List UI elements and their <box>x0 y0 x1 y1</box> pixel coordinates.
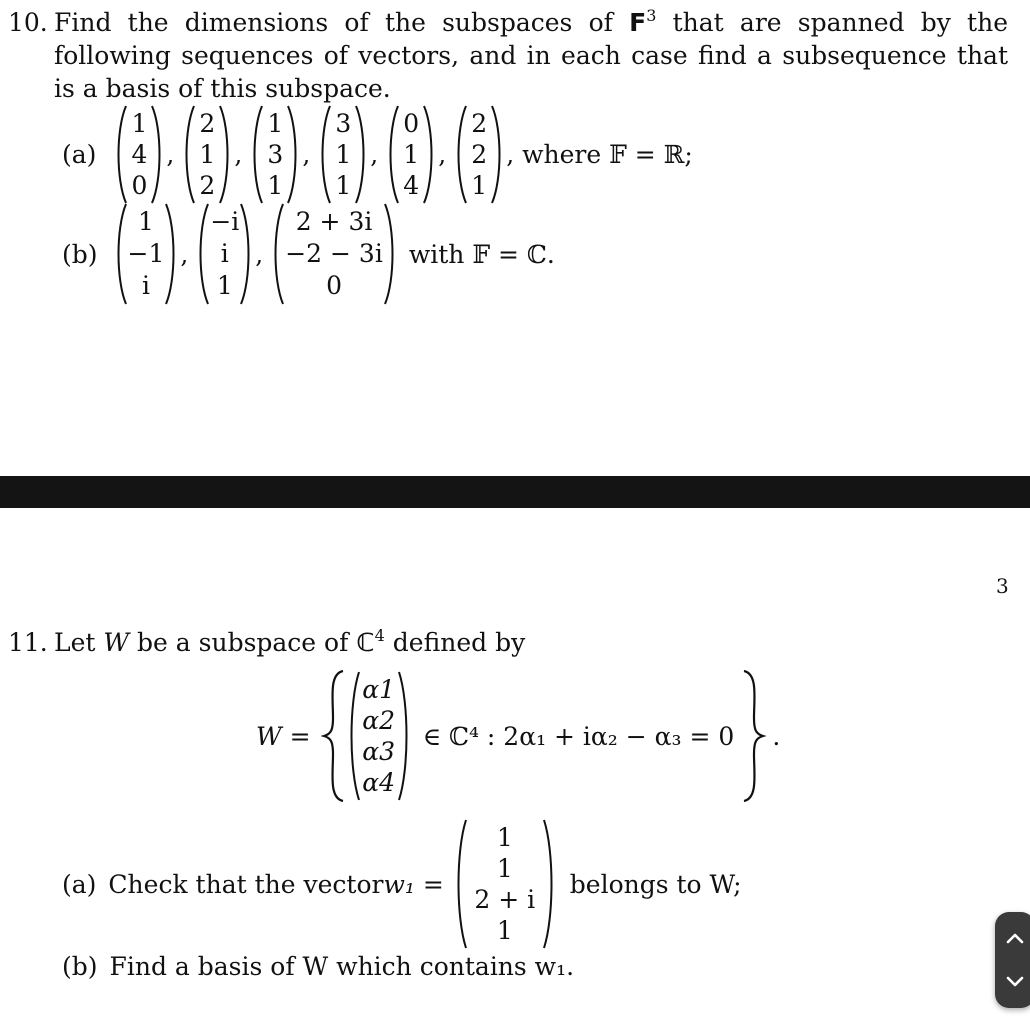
vector-entries <box>332 104 354 205</box>
column-vector <box>273 202 395 306</box>
right-paren <box>239 202 251 306</box>
right-paren <box>150 104 162 205</box>
vector-entries <box>285 202 383 306</box>
vector-entry: 1 <box>267 170 284 200</box>
part-label: (a) <box>62 869 97 899</box>
comma: , <box>255 239 264 269</box>
vector-entry: 1 <box>496 854 513 883</box>
vector-entry: 1 <box>471 170 488 200</box>
column-vector <box>320 104 366 205</box>
comma: , <box>302 139 311 169</box>
vector-entry: 2 <box>199 108 216 138</box>
vector-list-a <box>114 104 504 205</box>
right-paren <box>286 104 298 205</box>
right-paren <box>218 104 230 205</box>
problem-statement: Find the dimensions of the subspaces of $F^3$ that are spanned by the following sequences of vectors, and in each case find a subsequence that is a basis of this subspace. <box>54 6 1008 103</box>
left-paren <box>273 202 285 306</box>
problem-number: 10. <box>8 8 48 37</box>
vector-entries <box>128 202 165 306</box>
part-label: (b) <box>62 951 98 981</box>
vector-entries <box>361 670 397 802</box>
right-paren <box>354 104 366 205</box>
vector-entry: i <box>220 239 229 268</box>
vector-entries <box>128 104 150 205</box>
right-paren <box>164 202 176 306</box>
problem-11-part-b: (b) Find a basis of W which contains w₁. <box>62 951 575 981</box>
vector-entry: 2 + 3i <box>295 207 373 236</box>
problem-10-part-b <box>62 202 555 306</box>
vector-entry: 3 <box>335 108 352 138</box>
vector-entry: 1 <box>335 170 352 200</box>
right-paren <box>422 104 434 205</box>
comma: , <box>180 239 189 269</box>
vector-entry: 2 <box>471 139 488 169</box>
left-paren <box>456 818 468 950</box>
field-symbol: F <box>629 8 647 37</box>
column-vector <box>456 104 502 205</box>
vector-entries <box>264 104 286 205</box>
left-paren <box>116 202 128 306</box>
right-paren <box>542 818 554 950</box>
vector-list-b <box>114 202 397 306</box>
vector-entry: α4 <box>362 768 395 797</box>
problem-11-part-a: (a) Check that the vector w₁ = 1 1 2 + i 1 belongs to W; <box>62 816 742 952</box>
part-label: (a) <box>62 139 97 169</box>
vector-entry: 2 <box>471 108 488 138</box>
vector-entry: α3 <box>362 737 395 766</box>
vector-entry: 1 <box>199 139 216 169</box>
vector-entry: 4 <box>131 139 148 169</box>
vector-entry: 1 <box>403 139 420 169</box>
left-paren <box>198 202 210 306</box>
alpha-vector <box>349 670 409 802</box>
column-vector <box>116 202 177 306</box>
part-a-suffix: , where 𝔽 = ℝ; <box>506 139 693 169</box>
vector-entry: i <box>141 271 150 300</box>
vector-entries <box>196 104 218 205</box>
vector-entry: 0 <box>403 108 420 138</box>
vector-entries <box>400 104 422 205</box>
comma: , <box>234 139 243 169</box>
vector-entry: −1 <box>127 239 165 268</box>
chevron-up-icon <box>1006 932 1024 944</box>
left-paren <box>184 104 196 205</box>
vector-entries <box>468 104 490 205</box>
vector-entry: 1 <box>496 823 513 852</box>
set-condition: ∈ ℂ⁴ : 2α₁ + iα₂ − α₃ = 0 <box>422 721 735 751</box>
comma: , <box>438 139 447 169</box>
column-vector <box>388 104 434 205</box>
vector-entry: 4 <box>403 170 420 200</box>
column-vector <box>116 104 162 205</box>
page-top <box>0 0 1030 476</box>
right-paren <box>490 104 502 205</box>
page-down-button[interactable] <box>995 958 1030 1006</box>
left-paren <box>252 104 264 205</box>
column-vector <box>252 104 298 205</box>
vector-entry: 3 <box>267 139 284 169</box>
comma: , <box>166 139 175 169</box>
page-number: 3 <box>996 574 1009 598</box>
vector-entry: −i <box>210 207 240 236</box>
chevron-down-icon <box>1006 976 1024 988</box>
page-up-button[interactable] <box>995 914 1030 962</box>
problem-statement: Let W be a subspace of ℂ$^4$ defined by <box>54 626 526 657</box>
left-paren <box>456 104 468 205</box>
set-end: . <box>772 721 781 751</box>
vector-entry: 0 <box>326 271 342 300</box>
vector-entry: 0 <box>131 170 148 200</box>
vector-entry: 1 <box>216 271 233 300</box>
vector-entries <box>468 818 542 950</box>
set-lhs: W = <box>256 721 311 751</box>
set-definition <box>256 668 780 804</box>
page-separator <box>0 476 1030 508</box>
vector-entry: α2 <box>362 706 395 735</box>
right-paren <box>383 202 395 306</box>
vector-entry: α1 <box>362 675 395 704</box>
page-nav-control <box>995 912 1030 1008</box>
vector-entry: 1 <box>496 916 513 945</box>
vector-entry: 1 <box>335 139 352 169</box>
left-paren <box>116 104 128 205</box>
left-brace <box>321 668 347 804</box>
right-brace <box>740 668 766 804</box>
column-vector <box>198 202 251 306</box>
problem-number: 11. <box>8 628 48 657</box>
w1-vector <box>456 818 554 950</box>
column-vector <box>184 104 230 205</box>
left-paren <box>388 104 400 205</box>
vector-entries <box>210 202 239 306</box>
problem-10-part-a <box>62 102 693 206</box>
vector-entry: 2 <box>199 170 216 200</box>
vector-entry: 1 <box>137 207 154 236</box>
vector-entry: 1 <box>131 108 148 138</box>
vector-entry: 2 + i <box>474 885 536 914</box>
left-paren <box>349 670 361 802</box>
vector-entry: −2 − 3i <box>285 239 383 268</box>
right-paren <box>397 670 409 802</box>
vector-entry: 1 <box>267 108 284 138</box>
left-paren <box>320 104 332 205</box>
part-label: (b) <box>62 239 98 269</box>
part-b-suffix: with 𝔽 = ℂ. <box>408 239 555 269</box>
comma: , <box>370 139 379 169</box>
